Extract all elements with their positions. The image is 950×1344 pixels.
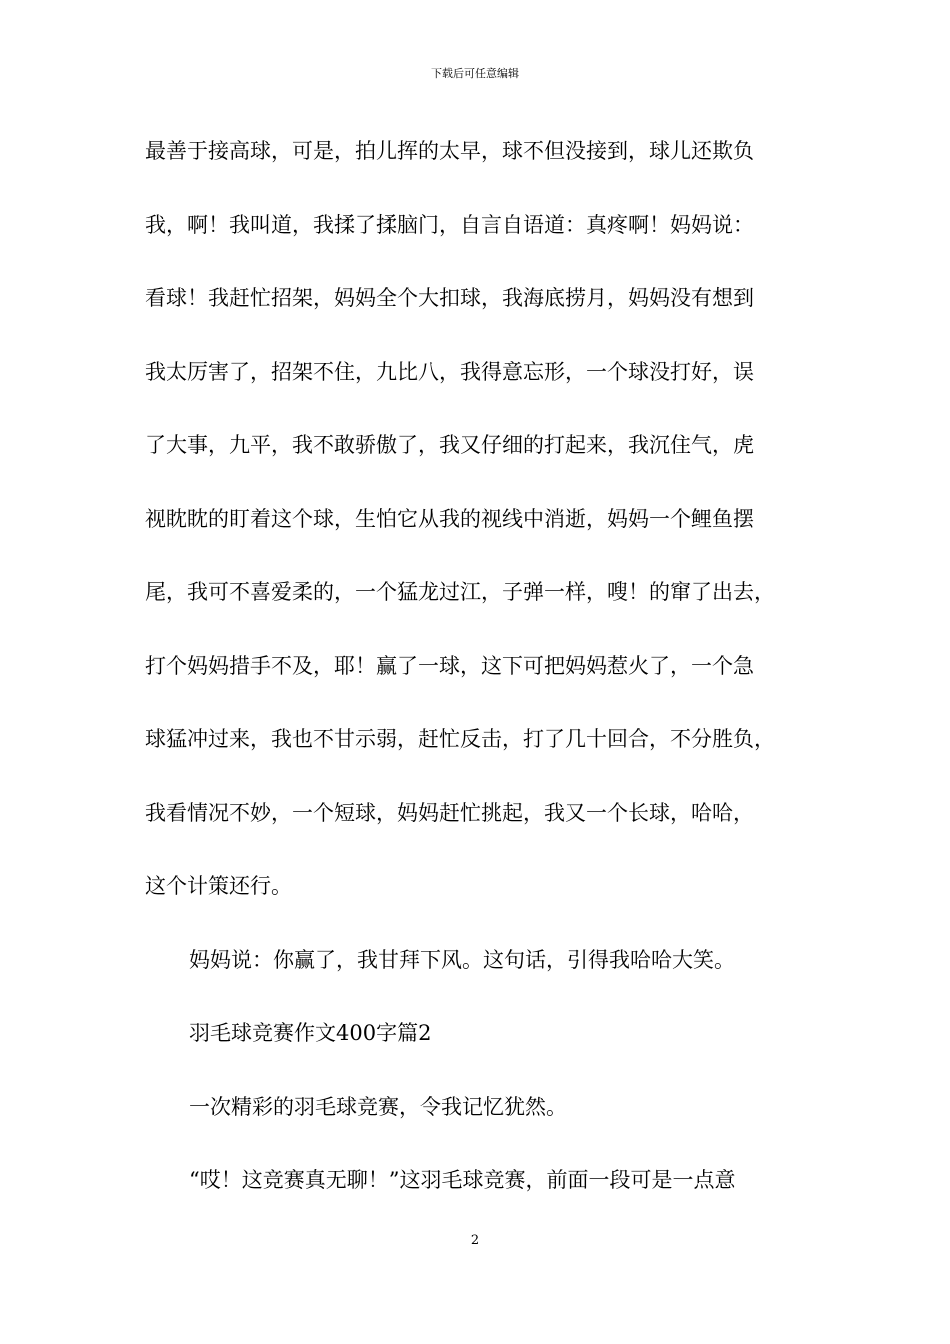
text-line: 一次精彩的羽毛球竞赛，令我记忆犹然。 xyxy=(189,1094,567,1119)
text-line: 最善于接高球，可是，拍儿挥的太早，球不但没接到，球儿还欺负 xyxy=(145,139,754,163)
text-line: 了大事，九平，我不敢骄傲了，我又仔细的打起来，我沉住气，虎 xyxy=(145,433,754,457)
text-line: 看球！我赶忙招架，妈妈全个大扣球，我海底捞月，妈妈没有想到 xyxy=(145,286,754,310)
text-line: 我太厉害了，招架不住，九比八，我得意忘形，一个球没打好，误 xyxy=(145,359,754,384)
text-line: 我，啊！我叫道，我揉了揉脑门，自言自语道：真疼啊！妈妈说： xyxy=(145,212,754,237)
text-line: 打个妈妈措手不及，耶！赢了一球，这下可把妈妈惹火了，一个急 xyxy=(145,653,754,678)
text-line: 妈妈说：你赢了，我甘拜下风。这句话，引得我哈哈大笑。 xyxy=(189,947,735,972)
page-number: 2 xyxy=(470,1233,480,1248)
text-line: 这个计策还行。 xyxy=(145,874,292,898)
page-header: 下载后可任意编辑 xyxy=(431,67,519,80)
text-line: 球猛冲过来，我也不甘示弱，赶忙反击，打了几十回合，不分胜负， xyxy=(145,727,775,751)
text-line: 视眈眈的盯着这个球，生怕它从我的视线中消逝，妈妈一个鲤鱼摆 xyxy=(145,506,754,531)
section-heading: 羽毛球竞赛作文400字篇2 xyxy=(189,1021,432,1045)
body-text xyxy=(145,130,825,1233)
text-line: 我看情况不妙，一个短球，妈妈赶忙挑起，我又一个长球，哈哈， xyxy=(145,800,754,825)
text-line: 尾，我可不喜爱柔的，一个猛龙过江，子弹一样，嗖！的窜了出去， xyxy=(145,580,775,604)
text-line: “哎！这竞赛真无聊！”这羽毛球竞赛，前面一段可是一点意 xyxy=(189,1168,736,1192)
